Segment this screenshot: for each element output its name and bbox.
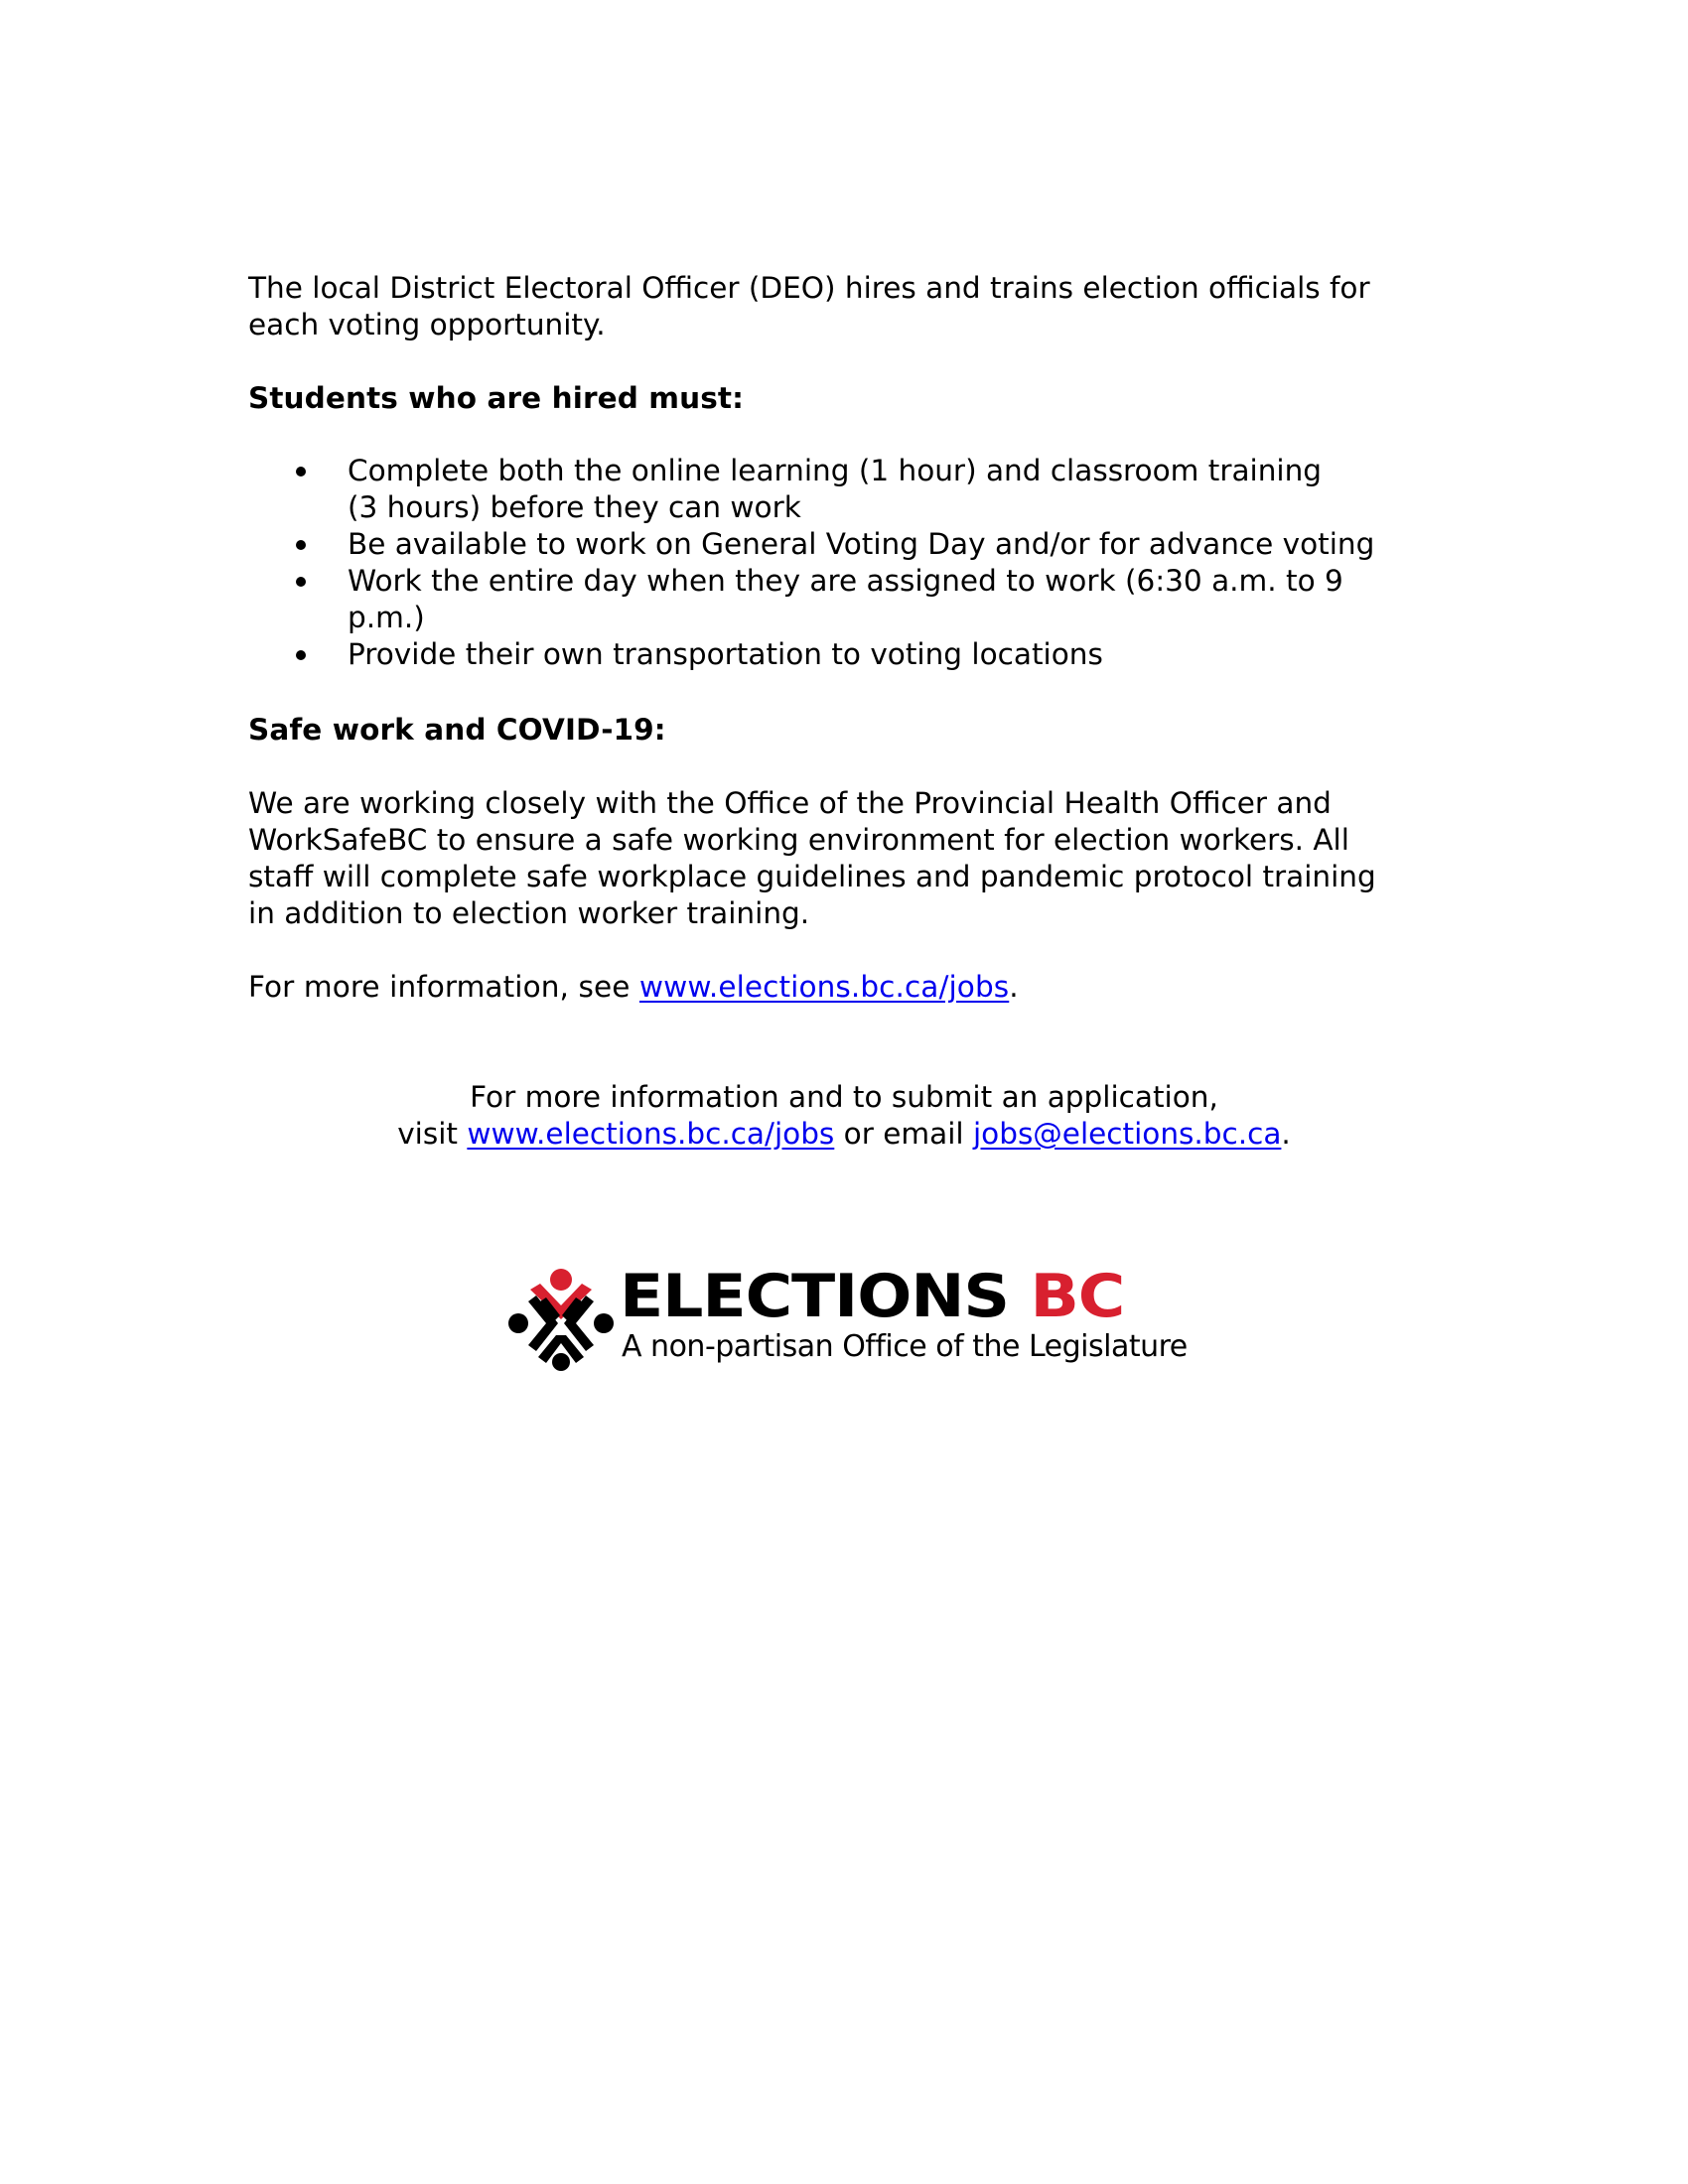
list-item — [248, 563, 1374, 636]
footer-visit-text: visit — [397, 1117, 468, 1151]
intro-line: each voting opportunity. — [248, 308, 606, 341]
intro-paragraph — [248, 270, 1370, 343]
safe-work-paragraph — [248, 785, 1376, 932]
footer-cta-line2 — [0, 1116, 1688, 1153]
more-info-line — [248, 969, 1019, 1006]
safe-work-line: WorkSafeBC to ensure a safe working environment for election workers. All — [248, 823, 1349, 857]
website-link[interactable]: www.elections.bc.ca/jobs — [467, 1117, 835, 1151]
more-info-suffix: . — [1009, 970, 1019, 1004]
logo-wordmark — [620, 1262, 1124, 1331]
jobs-link[interactable]: www.elections.bc.ca/jobs — [638, 970, 1010, 1004]
list-item-line: Complete both the online learning (1 hour) and classroom training — [348, 454, 1323, 487]
list-item-line: Be available to work on General Voting Day and/or for advance voting — [348, 527, 1375, 561]
bullet-icon — [296, 650, 306, 660]
safe-work-line: We are working closely with the Office of the Provincial Health Officer and — [248, 786, 1332, 820]
list-item — [248, 636, 1374, 673]
list-item — [248, 526, 1374, 563]
intro-line: The local District Electoral Officer (DEO) hires and trains election officials for — [248, 271, 1370, 305]
bullet-icon — [296, 577, 306, 587]
list-item-line: Work the entire day when they are assigned to work (6:30 a.m. to 9 — [348, 564, 1343, 598]
safe-work-line: in addition to election worker training. — [248, 896, 810, 930]
footer-period: . — [1281, 1117, 1291, 1151]
safe-work-line: staff will complete safe workplace guidelines and pandemic protocol training — [248, 860, 1376, 893]
logo-wordmark-accent: BC — [1030, 1262, 1125, 1331]
list-item — [248, 453, 1374, 526]
list-item-line: p.m.) — [348, 601, 425, 634]
footer-cta — [0, 1079, 1688, 1153]
students-heading: Students who are hired must: — [248, 381, 744, 415]
list-item-line: Provide their own transportation to voting locations — [348, 637, 1103, 671]
logo-wordmark-main: ELECTIONS — [620, 1262, 1009, 1331]
elections-bc-logo — [508, 1262, 1188, 1385]
logo-tagline: A non-partisan Office of the Legislature — [622, 1329, 1188, 1364]
email-link[interactable]: jobs@elections.bc.ca — [972, 1117, 1282, 1151]
bullet-icon — [296, 467, 306, 477]
more-info-prefix: For more information, see — [248, 970, 639, 1004]
footer-cta-line1: For more information and to submit an application, — [470, 1080, 1218, 1114]
elections-bc-emblem-icon — [508, 1266, 614, 1371]
footer-or-email-text: or email — [834, 1117, 973, 1151]
requirements-list — [248, 453, 1374, 673]
list-item-line: (3 hours) before they can work — [348, 490, 801, 524]
bullet-icon — [296, 540, 306, 550]
safe-work-heading: Safe work and COVID-19: — [248, 713, 666, 747]
